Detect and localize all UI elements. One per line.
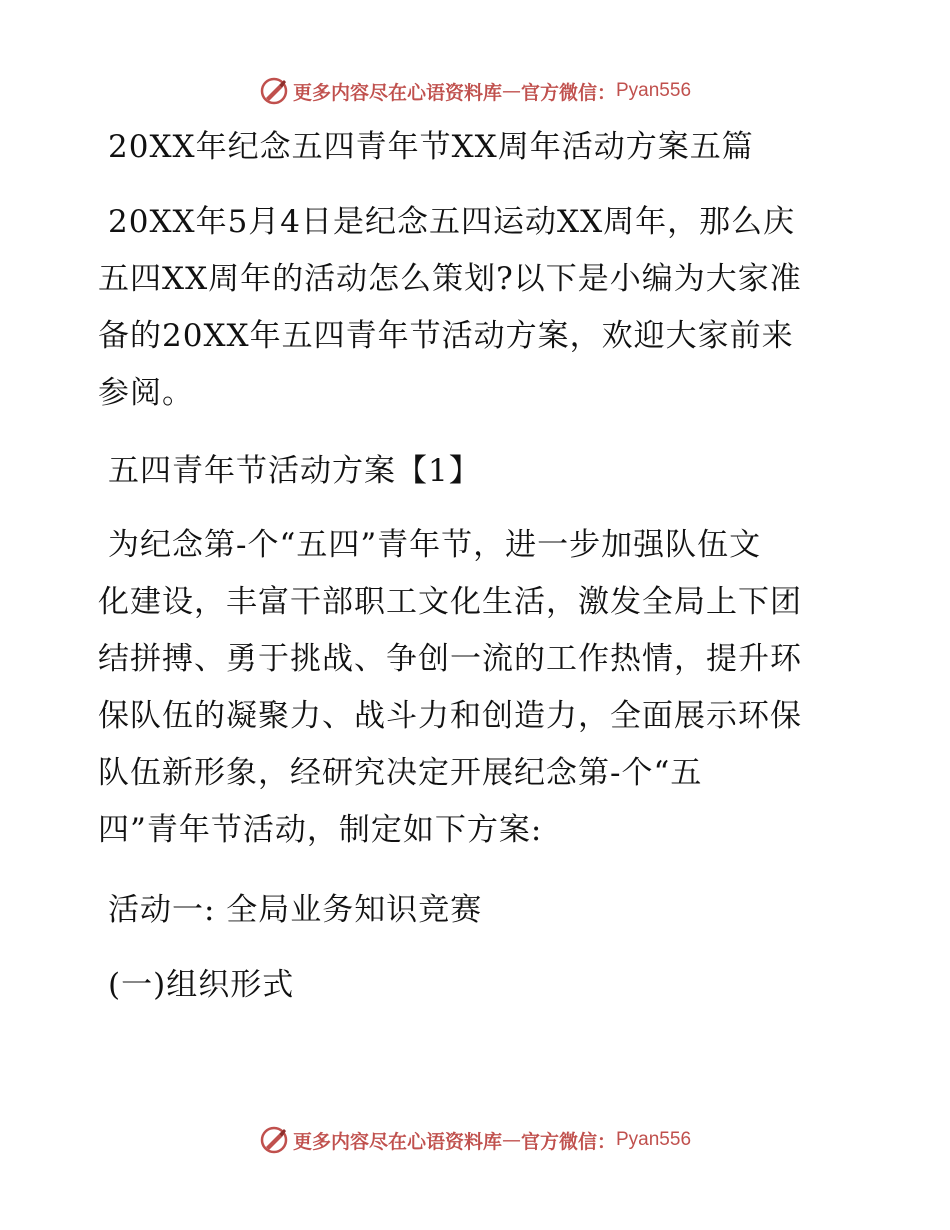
subheading-organization-form: (一)组织形式: [108, 967, 295, 1003]
body-line-2: 化建设，丰富干部职工文化生活，激发全局上下团: [98, 584, 802, 620]
body-line-5: 队伍新形象，经研究决定开展纪念第-个“五: [98, 755, 703, 791]
header-banner: [0, 71, 950, 111]
banner-main-text: 更多内容尽在心语资料库: [292, 1130, 502, 1153]
banner-official-label: 官方微信：: [520, 1130, 616, 1153]
intro-line-3: 备的20XX年五四青年节活动方案，欢迎大家前来: [98, 318, 794, 354]
pen-circle-logo-icon: [259, 1125, 289, 1155]
body-line-3: 结拼搏、勇于挑战、争创一流的工作热情，提升环: [98, 641, 802, 677]
banner-wechat-id: Pyan556: [616, 80, 692, 101]
intro-line-1: 20XX年5月4日是纪念五四运动XX周年，那么庆: [108, 204, 796, 240]
document-title: 20XX年纪念五四青年节XX周年活动方案五篇: [108, 129, 754, 165]
banner-separator: —: [501, 1129, 521, 1151]
banner-wechat-id: Pyan556: [616, 1129, 692, 1150]
banner-official-label: 官方微信：: [520, 81, 616, 104]
body-line-1: 为纪念第-个“五四”青年节，进一步加强队伍文: [108, 527, 762, 563]
pen-circle-logo-icon: [259, 76, 289, 106]
banner-main-text: 更多内容尽在心语资料库: [292, 81, 502, 104]
body-line-6: 四”青年节活动，制定如下方案:: [98, 812, 543, 848]
activity-heading: 活动一: 全局业务知识竞赛: [108, 892, 483, 928]
intro-line-4: 参阅。: [98, 375, 194, 411]
footer-banner: [0, 1120, 950, 1160]
banner-separator: —: [501, 80, 521, 102]
intro-line-2: 五四XX周年的活动怎么策划?以下是小编为大家准: [98, 261, 802, 297]
section-heading: 五四青年节活动方案【1】: [108, 453, 481, 489]
body-line-4: 保队伍的凝聚力、战斗力和创造力，全面展示环保: [98, 698, 802, 734]
